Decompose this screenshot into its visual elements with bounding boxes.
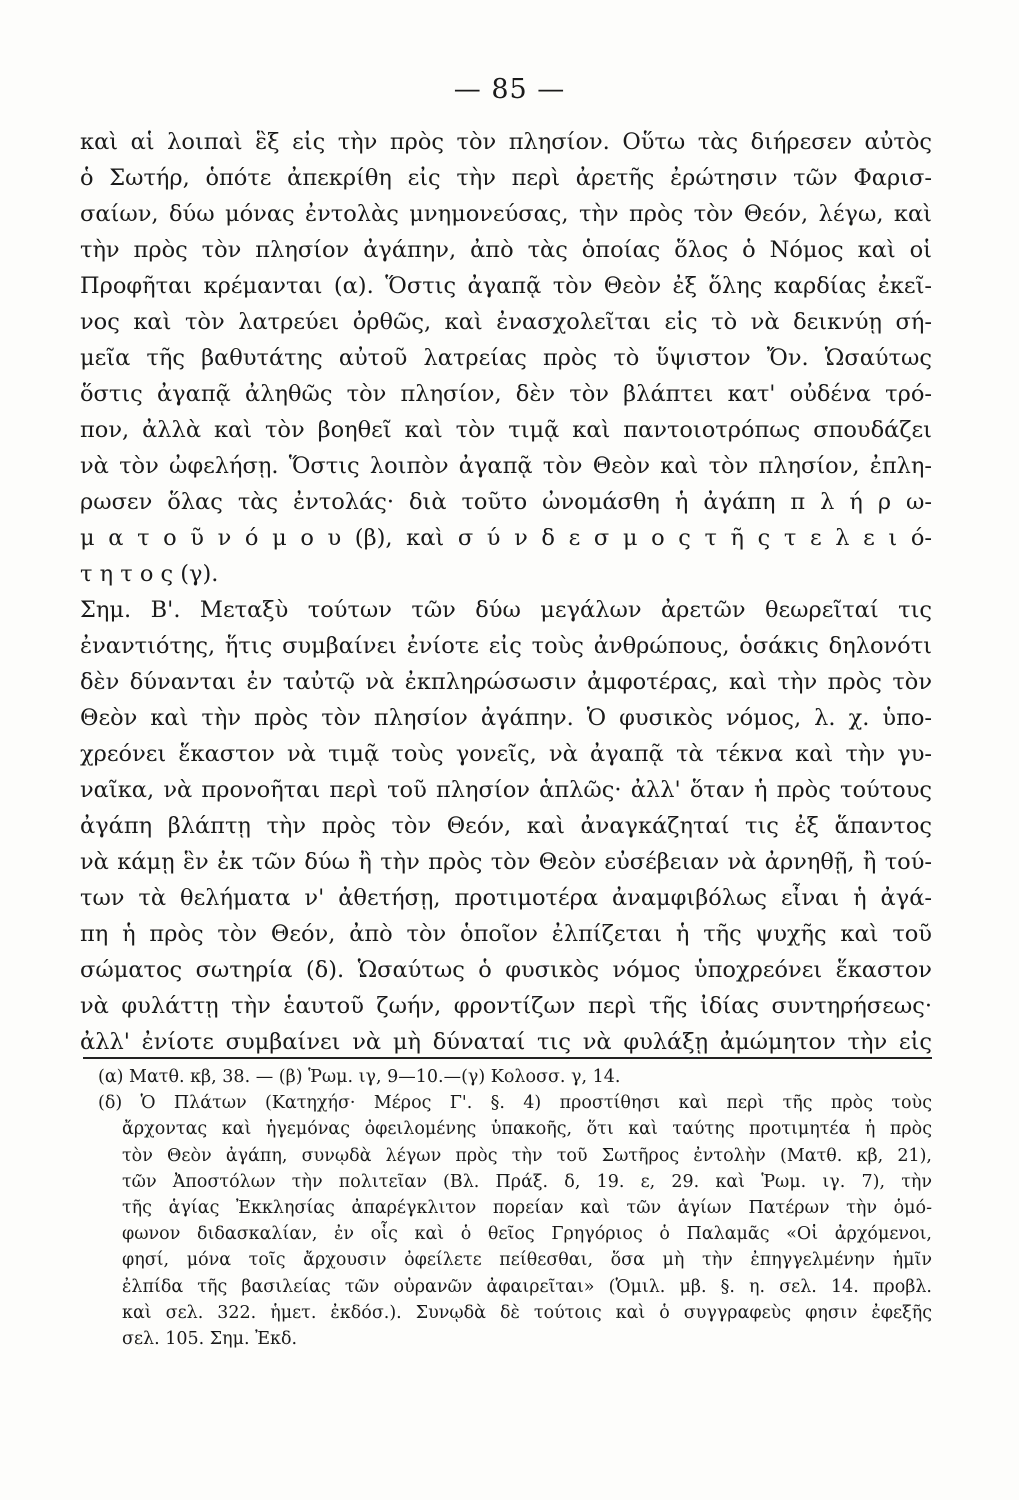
- footnote-line: ἄρχοντας καὶ ἡγεμόνας ὀφειλομένης ὑπακοῆς, ὅτι καὶ ταύτης προτιμητέα ἡ πρὸς: [122, 1119, 932, 1140]
- footnote-divider: [83, 1057, 932, 1059]
- text-line: Σημ. Β'. Μεταξὺ τούτων τῶν δύω μεγάλων ἀρετῶν θεωρεῖταί τις: [80, 597, 932, 623]
- footnote-line: (δ) Ὁ Πλάτων (Κατηχήσ· Μέρος Γ'. §. 4) προστίθησι καὶ περὶ τῆς πρὸς τοὺς: [98, 1093, 932, 1114]
- text-line: τὴν πρὸς τὸν πλησίον ἀγάπην, ἀπὸ τὰς ὁποίας ὅλος ὁ Νόμος καὶ οἱ: [80, 237, 932, 263]
- footnote-line: (α) Ματθ. κβ, 38. — (β) Ῥωμ. ιγ, 9—10.—(γ) Κολοσσ. γ, 14.: [98, 1067, 621, 1087]
- footnotes: [98, 1064, 932, 1352]
- footnote-line: ἐλπίδα τῆς βασιλείας τῶν οὐρανῶν ἀφαιρεῖται» (Ὁμιλ. μβ. §. η. σελ. 14. προβλ.: [122, 1276, 932, 1297]
- footnote-line: καὶ σελ. 322. ἡμετ. ἐκδόσ.). Συνῳδὰ δὲ τούτοις καὶ ὁ συγγραφεὺς φησιν ἐφεξῆς: [122, 1302, 932, 1323]
- text-line: ἀγάπη βλάπτῃ τὴν πρὸς τὸν Θεόν, καὶ ἀναγκάζηταί τις ἐξ ἅπαντος: [80, 813, 932, 839]
- text-line: σαίων, δύω μόνας ἐντολὰς μνημονεύσας, τὴν πρὸς τὸν Θεόν, λέγω, καὶ: [80, 201, 932, 227]
- text-line: ἐναντιότης, ἥτις συμβαίνει ἐνίοτε εἰς τοὺς ἀνθρώπους, ὁσάκις δηλονότι: [80, 633, 932, 659]
- text-line: δὲν δύνανται ἐν ταὐτῷ νὰ ἐκπληρώσωσιν ἀμφοτέρας, καὶ τὴν πρὸς τὸν: [80, 669, 932, 695]
- text-line: πον, ἀλλὰ καὶ τὸν βοηθεῖ καὶ τὸν τιμᾷ καὶ παντοιοτρόπως σπουδάζει: [80, 417, 932, 443]
- footnote-line: φησί, μόνα τοῖς ἄρχουσιν ὀφείλετε πείθεσθαι, ὅσα μὴ τὴν ἐπηγγελμένην ἡμῖν: [122, 1250, 932, 1271]
- text-line: χρεόνει ἕκαστον νὰ τιμᾷ τοὺς γονεῖς, νὰ ἀγαπᾷ τὰ τέκνα καὶ τὴν γυ-: [80, 741, 932, 767]
- main-text: [80, 124, 932, 1060]
- text-line: σώματος σωτηρία (δ). Ὡσαύτως ὁ φυσικὸς νόμος ὑποχρεόνει ἕκαστον: [80, 957, 932, 983]
- text-line: ὁ Σωτήρ, ὁπότε ἀπεκρίθη εἰς τὴν περὶ ἀρετῆς ἐρώτησιν τῶν Φαρισ-: [80, 165, 932, 191]
- text-line: Θεὸν καὶ τὴν πρὸς τὸν πλησίον ἀγάπην. Ὁ φυσικὸς νόμος, λ. χ. ὑπο-: [80, 705, 932, 731]
- text-line: νὰ φυλάττῃ τὴν ἑαυτοῦ ζωήν, φροντίζων περὶ τῆς ἰδίας συντηρήσεως·: [80, 993, 932, 1019]
- text-line: ἀλλ' ἐνίοτε συμβαίνει νὰ μὴ δύναταί τις νὰ φυλάξῃ ἀμώμητον τὴν εἰς: [80, 1029, 932, 1055]
- page-number: — 85 —: [453, 74, 566, 105]
- text-line: νος καὶ τὸν λατρεύει ὀρθῶς, καὶ ἐνασχολεῖται εἰς τὸ νὰ δεικνύῃ σή-: [80, 309, 932, 335]
- text-line: μ α τ ο ῦ ν ό μ ο υ (β), καὶ σ ύ ν δ ε σ μ ο ς τ ῆ ς τ ε λ ε ι ό-: [80, 525, 932, 551]
- text-line: νὰ κάμῃ ἓν ἐκ τῶν δύω ἢ τὴν πρὸς τὸν Θεὸν εὐσέβειαν νὰ ἀρνηθῇ, ἢ τού-: [80, 849, 932, 875]
- text-line: των τὰ θελήματα ν' ἀθετήσῃ, προτιμοτέρα ἀναμφιβόλως εἶναι ἡ ἀγά-: [80, 885, 932, 911]
- text-line: τ η τ ο ς (γ).: [80, 561, 219, 587]
- text-line: ρωσεν ὅλας τὰς ἐντολάς· διὰ τοῦτο ὠνομάσθη ἡ ἀγάπη π λ ή ρ ω-: [80, 489, 932, 515]
- text-line: καὶ αἱ λοιπαὶ ἓξ εἰς τὴν πρὸς τὸν πλησίον. Οὕτω τὰς διήρεσεν αὐτὸς: [80, 129, 932, 155]
- text-line: Προφῆται κρέμανται (α). Ὅστις ἀγαπᾷ τὸν Θεὸν ἐξ ὅλης καρδίας ἐκεῖ-: [80, 273, 932, 299]
- footnote-line: σελ. 105. Σημ. Ἐκδ.: [122, 1328, 298, 1349]
- text-line: πη ἡ πρὸς τὸν Θεόν, ἀπὸ τὸν ὁποῖον ἐλπίζεται ἡ τῆς ψυχῆς καὶ τοῦ: [80, 921, 932, 947]
- text-line: μεῖα τῆς βαθυτάτης αὐτοῦ λατρείας πρὸς τὸ ὕψιστον Ὄν. Ὡσαύτως: [80, 345, 932, 371]
- text-line: νὰ τὸν ὠφελήσῃ. Ὅστις λοιπὸν ἀγαπᾷ τὸν Θεὸν καὶ τὸν πλησίον, ἐπλη-: [80, 453, 932, 479]
- footnote-line: φωνον διδασκαλίαν, ἐν οἷς καὶ ὁ θεῖος Γρηγόριος ὁ Παλαμᾶς «Οἱ ἀρχόμενοι,: [122, 1224, 932, 1245]
- text-line: ναῖκα, νὰ προνοῆται περὶ τοῦ πλησίον ἁπλῶς· ἀλλ' ὅταν ἡ πρὸς τούτους: [80, 777, 932, 803]
- footnote-line: τῶν Ἀποστόλων τὴν πολιτεῖαν (Βλ. Πράξ. δ, 19. ε, 29. καὶ Ῥωμ. ιγ. 7), τὴν: [122, 1171, 932, 1192]
- footnote-line: τὸν Θεὸν ἀγάπη, συνῳδὰ λέγων πρὸς τὴν τοῦ Σωτῆρος ἐντολὴν (Ματθ. κβ, 21),: [122, 1145, 932, 1166]
- footnote-line: τῆς ἁγίας Ἐκκλησίας ἀπαρέγκλιτον πορείαν καὶ τῶν ἁγίων Πατέρων τὴν ὁμό-: [122, 1197, 932, 1218]
- text-line: ὅστις ἀγαπᾷ ἀληθῶς τὸν πλησίον, δὲν τὸν βλάπτει κατ' οὐδένα τρό-: [80, 381, 932, 407]
